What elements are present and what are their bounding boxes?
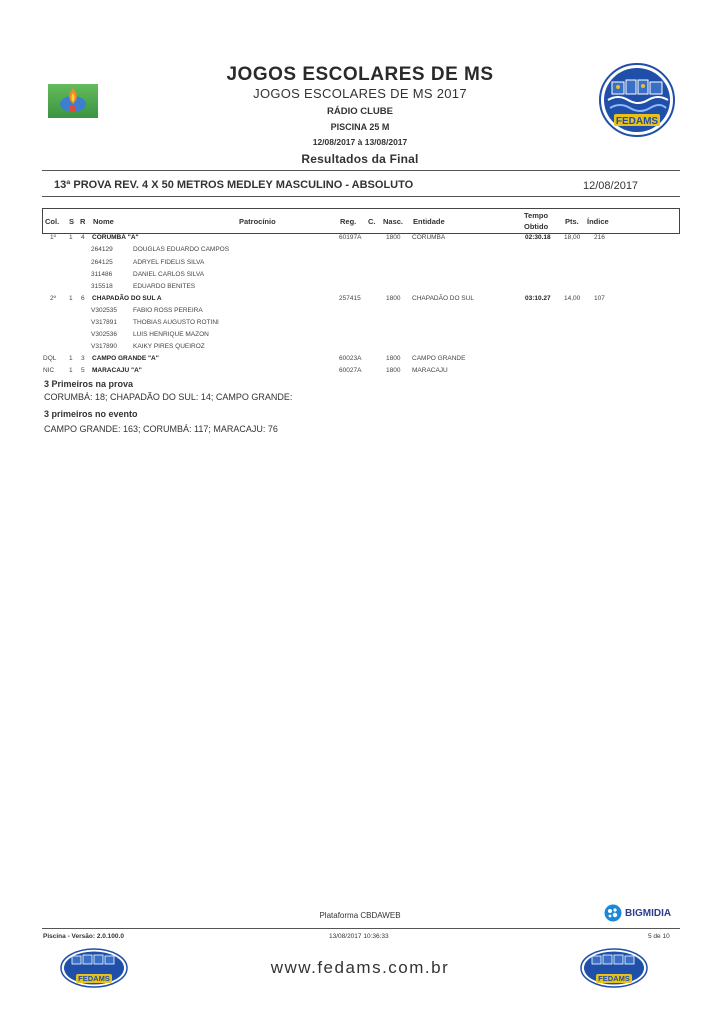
team-series: 1	[69, 355, 73, 362]
team-birth: 1800	[386, 295, 401, 302]
team-lane: 5	[81, 367, 85, 374]
member-name: FABIO ROSS PEREIRA	[133, 307, 203, 314]
member-reg: 315518	[91, 283, 113, 290]
summary-evento-text: CAMPO GRANDE: 163; CORUMBÁ: 117; MARACAJU: 76	[44, 424, 278, 434]
fedams-logo-text: FEDAMS	[615, 116, 659, 127]
member-reg: V317890	[91, 343, 118, 350]
team-entity: CORUMBÁ	[412, 234, 446, 241]
member-name: ADRYEL FIDELIS SILVA	[133, 259, 205, 266]
header-divider	[42, 170, 680, 171]
member-reg: 311486	[91, 271, 113, 278]
col-header-name: Nome	[93, 217, 114, 226]
footer-platform: Plataforma CBDAWEB	[319, 911, 401, 920]
team-name: CORUMBÁ "A"	[92, 234, 139, 241]
team-birth: 1800	[386, 355, 401, 362]
col-header-col: Col.	[45, 217, 60, 226]
member-reg: V302535	[91, 307, 118, 314]
col-header-s: S	[69, 217, 75, 226]
event-divider	[42, 196, 680, 197]
bigmidia-text: BIGMIDIA	[625, 907, 672, 919]
col-header-points: Pts.	[565, 217, 579, 226]
team-series: 1	[69, 295, 73, 302]
col-header-time-2: Obtido	[524, 222, 549, 231]
fedams-footer-logo-right	[580, 948, 648, 988]
col-header-c: C.	[368, 217, 376, 226]
results-type: Resultados da Final	[301, 152, 419, 166]
team-time: 02:30.18	[525, 234, 551, 241]
team-lane: 3	[81, 355, 85, 362]
team-series: 1	[69, 367, 73, 374]
team-place: DQL	[43, 355, 57, 362]
team-birth: 1800	[386, 234, 401, 241]
fedams-footer-logo-right-text: FEDAMS	[598, 974, 630, 983]
results-table-header	[42, 208, 680, 234]
team-entity: CHAPADÃO DO SUL	[412, 295, 475, 302]
team-reg: 60023A	[339, 355, 362, 362]
member-name: LUIS HENRIQUE MAZON	[133, 331, 209, 338]
event-date: 12/08/2017	[583, 180, 639, 192]
team-time: 03:10.27	[525, 295, 551, 302]
team-name: CHAPADÃO DO SUL A	[92, 295, 162, 302]
fedams-footer-logo-left-text: FEDAMS	[78, 974, 110, 983]
pool-size: PISCINA 25 M	[330, 122, 390, 132]
venue-name: RÁDIO CLUBE	[327, 106, 393, 117]
team-reg: 60197A	[339, 234, 362, 241]
col-header-index: Índice	[587, 217, 609, 226]
meet-dates: 12/08/2017 à 13/08/2017	[312, 137, 408, 147]
member-name: EDUARDO BENITES	[133, 283, 196, 290]
team-entity: MARACAJU	[412, 367, 448, 374]
footer-divider	[42, 928, 680, 929]
team-reg: 257415	[339, 295, 361, 302]
footer-page-number: 5 de 10	[648, 933, 670, 940]
team-index: 107	[594, 295, 605, 302]
member-name: DOUGLAS EDUARDO CAMPOS	[133, 246, 230, 253]
team-entity: CAMPO GRANDE	[412, 355, 466, 362]
team-index: 216	[594, 234, 605, 241]
col-header-sponsor: Patrocínio	[239, 217, 276, 226]
summary-prova-title: 3 Primeiros na prova	[44, 379, 134, 389]
footer-timestamp: 13/08/2017 10:36:33	[329, 933, 389, 940]
page-subtitle: JOGOS ESCOLARES DE MS 2017	[253, 86, 467, 101]
member-name: THOBIAS AUGUSTO ROTINI	[133, 319, 219, 326]
member-reg: V302536	[91, 331, 118, 338]
col-header-birth: Nasc.	[383, 217, 404, 226]
member-reg: V317891	[91, 319, 118, 326]
bigmidia-icon	[604, 904, 622, 922]
team-place: 2º	[50, 295, 56, 302]
team-points: 14,00	[564, 295, 581, 302]
team-lane: 6	[81, 295, 85, 302]
col-header-entity: Entidade	[413, 217, 445, 226]
team-name: MARACAJU "A"	[92, 367, 142, 374]
bigmidia-logo	[604, 903, 671, 923]
team-series: 1	[69, 234, 73, 241]
member-name: KAIKY PIRES QUEIROZ	[133, 343, 205, 350]
col-header-r: R	[80, 217, 86, 226]
summary-evento-title: 3 primeiros no evento	[44, 409, 138, 419]
col-header-reg: Reg.	[340, 217, 357, 226]
team-place: 1º	[50, 234, 56, 241]
team-name: CAMPO GRANDE "A"	[92, 355, 159, 362]
footer-url: www.fedams.com.br	[270, 958, 450, 977]
summary-prova-text: CORUMBÁ: 18; CHAPADÃO DO SUL: 14; CAMPO GRANDE:	[44, 392, 293, 402]
team-place: NIC	[43, 367, 55, 374]
team-points: 18,00	[564, 234, 581, 241]
member-reg: 264125	[91, 259, 113, 266]
member-reg: 264129	[91, 246, 113, 253]
page-title: JOGOS ESCOLARES DE MS	[226, 64, 494, 85]
team-birth: 1800	[386, 367, 401, 374]
team-lane: 4	[81, 234, 85, 241]
team-reg: 60027A	[339, 367, 362, 374]
member-name: DANIEL CARLOS SILVA	[133, 271, 205, 278]
col-header-time-1: Tempo	[524, 211, 549, 220]
footer-version: Piscina - Versão: 2.0.100.0	[43, 933, 124, 940]
event-title: 13ª PROVA REV. 4 X 50 METROS MEDLEY MASCULINO - ABSOLUTO	[54, 179, 414, 191]
